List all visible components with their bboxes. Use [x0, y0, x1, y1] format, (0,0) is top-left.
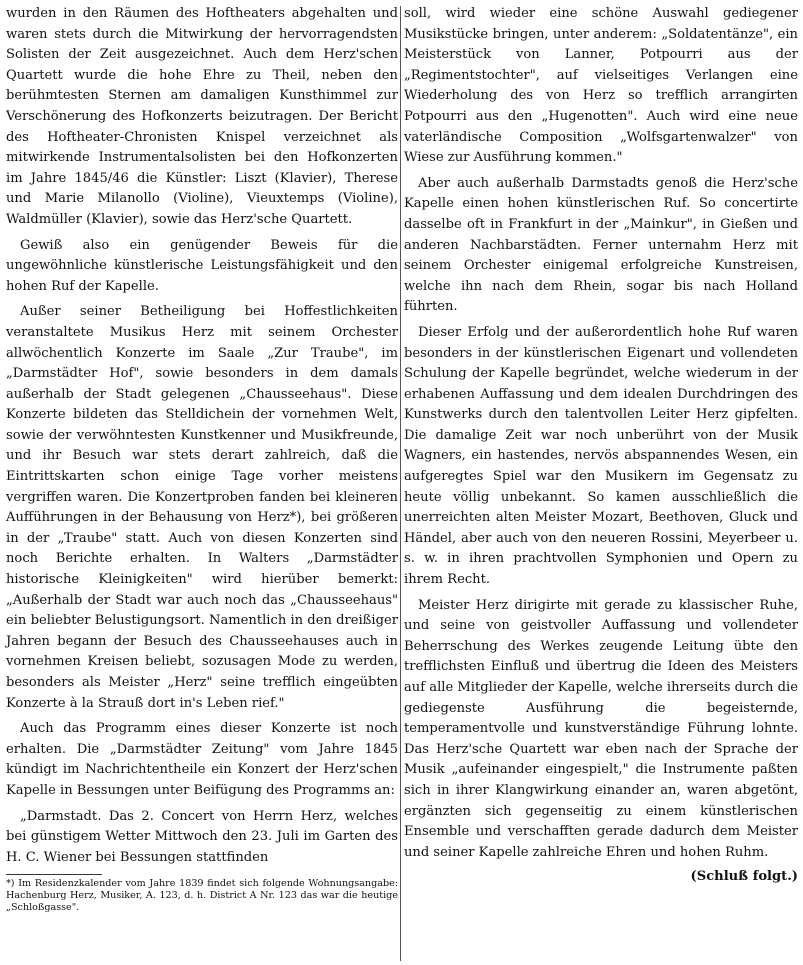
column-divider — [400, 6, 401, 961]
paragraph-ruf-auswaerts: Aber auch außerhalb Darmstadts genoß die Herz'sche Kapelle einen hohen künstlerischen Ruf. So concertirte dasselbe oft in Frankfurt in der „Mainkur", in Gießen und anderen Nachbarstädten. Ferner unternahm Herz mit seinem Orchester einigemal erfolgreiche Kunstreisen, welche ihn nach dem Rhein, sogar bis nach Holland führten. — [404, 175, 798, 315]
paragraph-programm: Auch das Programm eines dieser Konzerte ist noch erhalten. Die „Darmstädter Zeitung" vom Jahre 1845 kündigt im Nachrichtentheile ein Konzert der Herz'schen Kapelle in Bessungen unter Beifügung des Programms an: — [6, 721, 398, 798]
paragraph-meister-herz: Meister Herz dirigirte mit gerade zu klassischer Ruhe, und seine von geistvoller Auffassung und vollendeter Beherrschung des Werkes zeugende Leitung übte den trefflichsten Einfluß und übertrug die Ideen des Meisters auf alle Mitglieder der Kapelle, welche ihrerseits durch die gediegenste Ausführung die begeisternde, temperamentvolle und kunstverständige Führung lohnte. Das Herz'sche Quartett war eben nach der Sprache der Musik „aufeinander eingespielt," die Instrumente paßten sich in ihrer Klangwirkung einander an, waren abgetönt, ergänzten sich gegenseitig zu einem künstlerischen Ensemble und verschafften gerade dadurch dem Meister und seiner Kapelle zahlreiche Ehren und hohen Ruhm. — [404, 597, 798, 860]
continuation-note: (Schluß folgt.) — [690, 869, 798, 885]
paragraph-zeitungsnotiz: „Darmstadt. Das 2. Concert von Herrn Herz, welches bei günstigem Wetter Mittwoch den 23. Juli im Garten des H. C. Wiener bei Bessungen stattfinden — [6, 808, 398, 865]
paragraph-hofkonzerte: wurden in den Räumen des Hoftheaters abgehalten und waren stets durch die Mitwirkung der hervorragendsten Solisten der Zeit ausgezeichnet. Auch dem Herz'schen Quartett wurde die hohe Ehre zu Theil, neben den berühmtesten Sternen am damaligen Kunsthimmel zur Verschönerung des Hofkonzerts beizutragen. Der Bericht des Hoftheater-Chronisten Knispel verzeichnet als mitwirkende Instrumentalsolisten bei den Hofkonzerten im Jahre 1845/46 die Künstler: Liszt (Klavier), Therese und Marie Milanollo (Violine), Vieuxtemps (Violine), Waldmüller (Klavier), sowie das Herz'sche Quartett. — [6, 6, 398, 227]
right-column — [404, 4, 798, 884]
left-column — [6, 4, 398, 913]
paragraph-musikstuecke: soll, wird wieder eine schöne Auswahl gediegener Musikstücke bringen, unter anderem: „Soldatentänze", ein Meisterstück von Lanner, Potpourri aus der „Regimentstochter", auf vielseitiges Verlangen eine Wiederholung des von Herz so trefflich arrangirten Potpourri aus den „Hugenotten". Auch wird eine neue vaterländische Composition „Wolfsgartenwalzer" von Wiese zur Ausführung kommen." — [404, 6, 798, 166]
footnote-rule — [6, 874, 102, 875]
paragraph-erfolg: Dieser Erfolg und der außerordentlich hohe Ruf waren besonders in der künstlerischen Eigenart und vollendeten Schulung der Kapelle begründet, welche wiederum in der erhabenen Auffassung und dem idealen Durchdringen des Kunstwerks durch den talentvollen Leiter Herz gipfelten. Die damalige Zeit war noch unberührt von der Musik Wagners, ein hastendes, nervös abspannendes Wesen, ein aufgeregtes Spiel war den Musikern im Gegensatz zu heute völlig unbekannt. So kamen ausschließlich die unerreichten alten Meister Mozart, Beethoven, Gluck und Händel, aber auch von den neueren Rossini, Meyerbeer u. s. w. in ihren prachtvollen Symphonien und Opern zu ihrem Recht. — [404, 324, 798, 588]
paragraph-beweis: Gewiß also ein genügender Beweis für die ungewöhnliche künstlerische Leistungsfähigkeit und den hohen Ruf der Kapelle. — [6, 237, 398, 294]
paragraph-konzerte-traube: Außer seiner Betheiligung bei Hoffestlichkeiten veranstaltete Musikus Herz mit seinem Orchester allwöchentlich Konzerte im Saale „Zur Traube", im „Darmstädter Hof", sowie besonders in dem damals außerhalb der Stadt gelegenen „Chausseehaus". Diese Konzerte bildeten das Stelldichein der vornehmen Welt, sowie der verwöhntesten Kunstkenner und Musikfreunde, und ihr Besuch war stets derart zahlreich, daß die Eintrittskarten schon einige Tage vorher meistens vergriffen waren. Die Konzertproben fanden bei kleineren Aufführungen in der Behausung von Herz*), bei größeren in der „Traube" statt. Auch von diesen Konzerten sind noch Berichte erhalten. In Walters „Darmstädter historische Kleinigkeiten" wird hierüber bemerkt: „Außerhalb der Stadt war auch noch das „Chausseehaus" ein beliebter Belustigungsort. Namentlich in den dreißiger Jahren begann der Besuch des Chausseehauses auch in vornehmen Kreisen beliebt, sozusagen Mode zu werden, besonders als Meister „Herz" seine trefflich eingeübten Konzerte à la Strauß dort in's Leben rief." — [6, 304, 398, 711]
footnote: *) Im Residenzkalender vom Jahre 1839 findet sich folgende Wohnungsangabe: Hachenburg Herz, Musiker, A. 123, d. h. District A Nr. 123 das war die heutige „Schloßgasse". — [6, 878, 398, 913]
